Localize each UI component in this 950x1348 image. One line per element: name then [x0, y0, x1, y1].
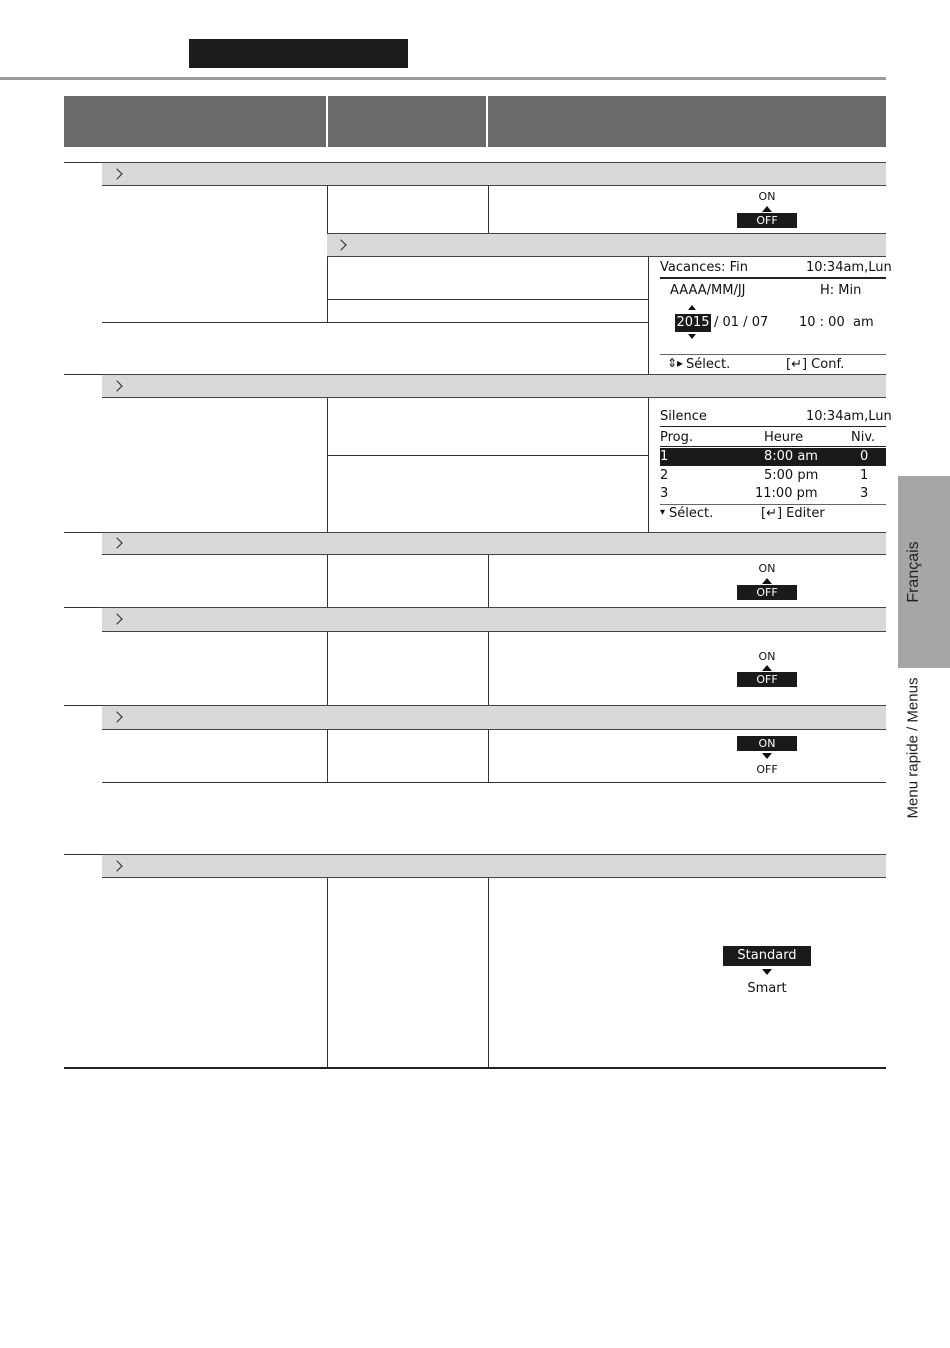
- row-hour: 8:00 am: [764, 449, 818, 464]
- arrow-down-icon: [688, 334, 696, 339]
- toggle-off-selected[interactable]: OFF: [737, 213, 797, 228]
- updown-select-icon: ⇕▸: [667, 356, 684, 370]
- header-rule: [0, 77, 886, 80]
- select-hint: Sélect.: [669, 506, 714, 521]
- submenu-bar: [102, 607, 886, 632]
- table-bottom-rule: [64, 1067, 886, 1069]
- row-level: 0: [860, 449, 869, 464]
- vacation-clock: 10:34am,Lun: [806, 260, 892, 275]
- arrow-down-icon: [762, 969, 772, 975]
- header-divider: [326, 96, 328, 147]
- mode-smart-option[interactable]: Smart: [747, 981, 787, 996]
- row-level: 3: [860, 486, 869, 501]
- row-hour: 11:00 pm: [755, 486, 818, 501]
- silence-clock: 10:34am,Lun: [806, 409, 892, 424]
- row-level: 1: [860, 468, 869, 483]
- row-prog: 1: [660, 449, 669, 464]
- hour-header: Heure: [764, 430, 804, 445]
- confirm-hint: [↵] Conf.: [786, 357, 845, 372]
- time-format-label: H: Min: [820, 283, 862, 298]
- year-selected[interactable]: 2015: [676, 315, 710, 330]
- arrow-up-icon: [688, 305, 696, 310]
- edit-hint: [↵] Editer: [761, 506, 825, 521]
- arrow-up-icon: [762, 578, 772, 584]
- header-divider: [486, 96, 488, 147]
- section-tab-label: Menu rapide / Menus: [904, 677, 922, 819]
- arrow-up-icon: [762, 665, 772, 671]
- select-hint: Sélect.: [686, 357, 731, 372]
- vacation-title: Vacances: Fin: [660, 260, 749, 275]
- toggle-on-label: ON: [758, 562, 776, 575]
- table-header: [64, 96, 886, 147]
- silence-title: Silence: [660, 409, 707, 424]
- toggle-off-selected[interactable]: OFF: [737, 672, 797, 687]
- submenu-bar: [102, 854, 886, 878]
- toggle-on-selected[interactable]: ON: [737, 736, 797, 751]
- month-day-value: / 01 / 07: [714, 315, 769, 330]
- date-format-label: AAAA/MM/JJ: [670, 283, 746, 298]
- title-bar: [189, 39, 408, 68]
- submenu-bar: [102, 374, 886, 398]
- row-prog: 3: [660, 486, 669, 501]
- submenu-bar: [102, 532, 886, 555]
- prog-header: Prog.: [660, 430, 694, 445]
- down-select-icon: ▾: [660, 507, 666, 518]
- toggle-on-label: ON: [758, 190, 776, 203]
- row-hour: 5:00 pm: [764, 468, 819, 483]
- arrow-down-icon: [762, 753, 772, 759]
- toggle-off-label: OFF: [756, 763, 778, 776]
- level-header: Niv.: [851, 430, 876, 445]
- mode-standard-selected[interactable]: Standard: [723, 946, 811, 966]
- time-value: 10 : 00 am: [799, 315, 874, 330]
- submenu-bar: [102, 162, 886, 186]
- submenu-bar: [327, 233, 886, 257]
- row-prog: 2: [660, 468, 669, 483]
- toggle-on-label: ON: [758, 650, 776, 663]
- submenu-bar: [102, 705, 886, 730]
- language-tab-label: Français: [905, 541, 922, 603]
- arrow-up-icon: [762, 206, 772, 212]
- toggle-off-selected[interactable]: OFF: [737, 585, 797, 600]
